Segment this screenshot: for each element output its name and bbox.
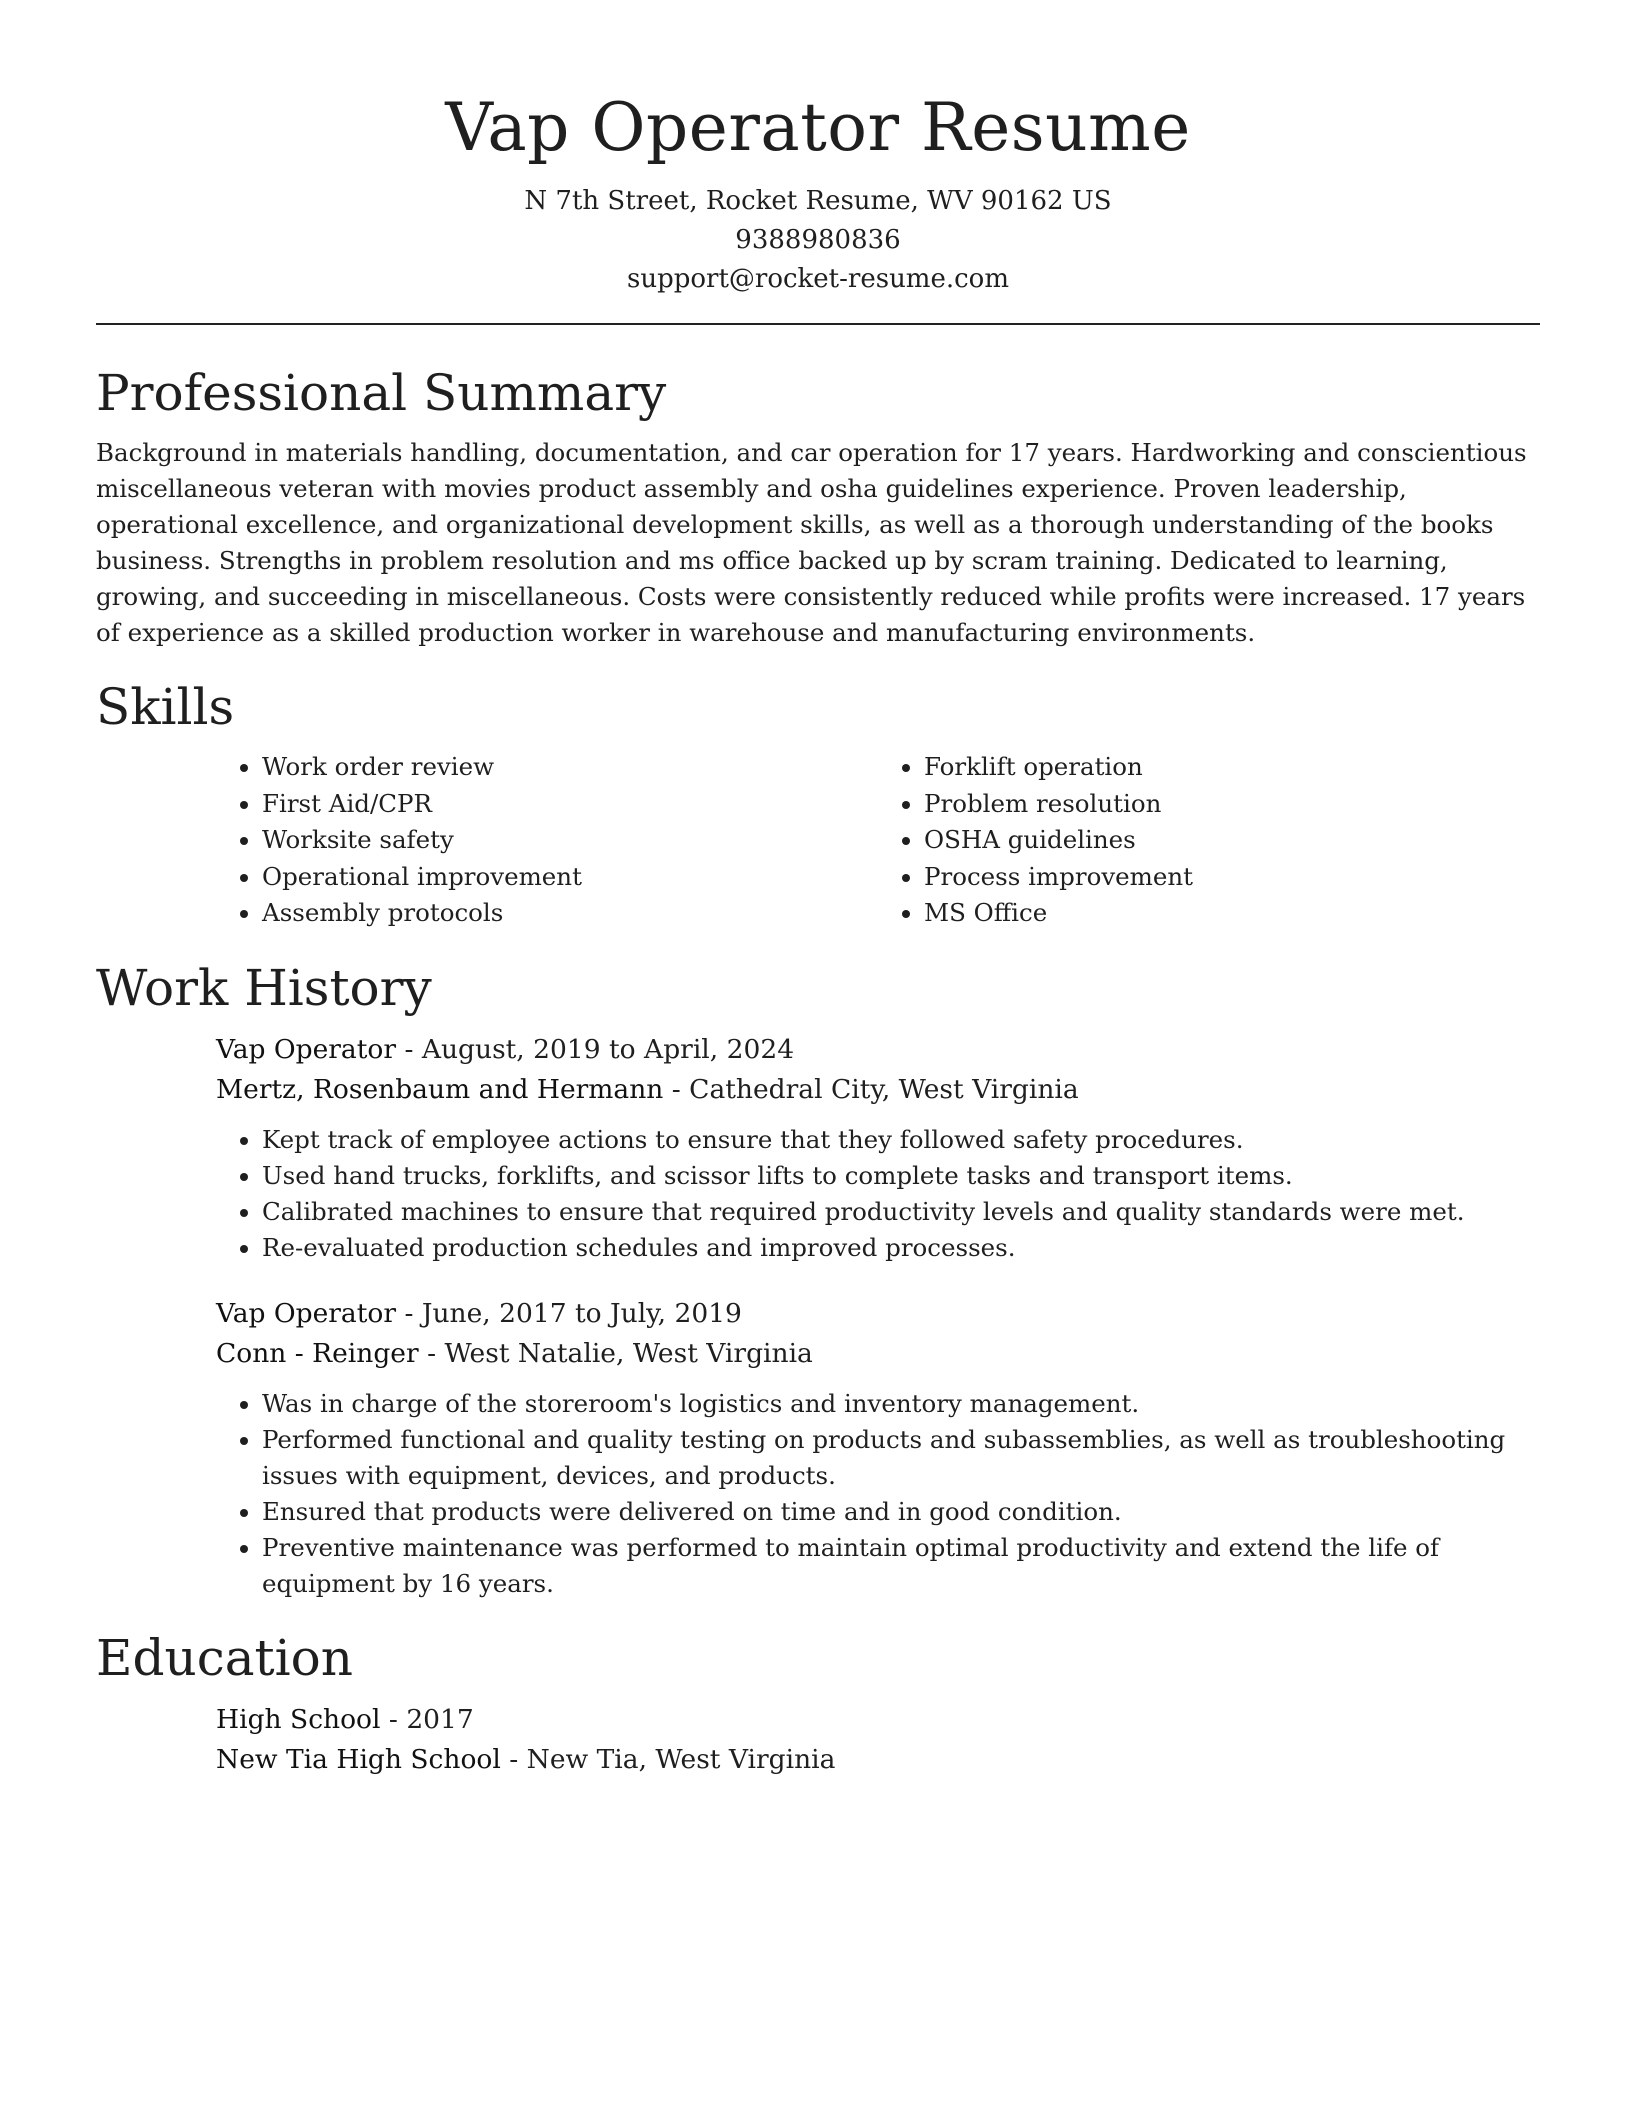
skill-item: • Worksite safety [262,822,878,859]
contact-email: support@rocket-resume.com [626,264,1009,294]
job-bullets [216,1386,1540,1602]
education-school-line: New Tia High School - New Tia, West Virginia [216,1743,836,1775]
education-degree: High School [216,1703,381,1735]
job-dates: August, 2019 to April, 2024 [421,1033,795,1065]
job-bullet: • Kept track of employee actions to ensure that they followed safety procedures. [262,1122,1540,1158]
job-bullet: • Performed functional and quality testing on products and subassemblies, as well as troubleshooting issues with equipment, devices, and products. [262,1422,1540,1494]
education-heading: Education [96,1628,353,1687]
job-location: Cathedral City, West Virginia [689,1073,1079,1105]
job-title-line: Vap Operator - June, 2017 to July, 2019 [216,1297,742,1329]
job-entry [216,1294,1540,1602]
job-bullets [216,1122,1540,1266]
education-section [96,1626,1540,1780]
job-title-line: Vap Operator - August, 2019 to April, 2024 [216,1033,795,1065]
contact-phone: 9388980836 [735,225,901,255]
skills-left-list [216,749,878,932]
skill-item: • Operational improvement [262,859,878,896]
skills-columns [216,749,1540,932]
resume-title: Vap Operator Resume [445,89,1191,166]
skill-item: • MS Office [924,895,1540,932]
summary-section [96,361,1540,651]
resume-header [96,0,1540,299]
header-divider [96,323,1540,325]
skill-item: • Problem resolution [924,786,1540,823]
summary-heading: Professional Summary [96,364,667,422]
job-company: Mertz, Rosenbaum and Hermann [216,1073,664,1105]
job-bullet: • Calibrated machines to ensure that required productivity levels and quality standards were met. [262,1194,1540,1230]
summary-text: Background in materials handling, documentation, and car operation for 17 years. Hardworking and conscientious miscellaneous veteran with movies product assembly and osha guidelines experience. Proven leadership, operational excellence, and organizational development skills, as well as a thorough understanding of the books business. Strengths in problem resolution and ms office backed up by scram training. Dedicated to learning, growing, and succeeding in miscellaneous. Costs were consistently reduced while profits were increased. 17 years of experience as a skilled production worker in warehouse and manufacturing environments. [96,438,1527,647]
education-degree-line: High School - 2017 [216,1703,474,1735]
job-bullet: • Ensured that products were delivered on time and in good condition. [262,1494,1540,1530]
education-year: 2017 [406,1703,474,1735]
skill-item: • Forklift operation [924,749,1540,786]
job-bullet: • Re-evaluated production schedules and improved processes. [262,1230,1540,1266]
job-dates: June, 2017 to July, 2019 [421,1297,742,1329]
contact-address: N 7th Street, Rocket Resume, WV 90162 US [524,186,1112,216]
resume-page [96,0,1540,1780]
job-title: Vap Operator [216,1297,397,1329]
job-bullet: • Was in charge of the storeroom's logistics and inventory management. [262,1386,1540,1422]
work-heading: Work History [96,958,432,1017]
skills-heading: Skills [96,678,235,736]
job-entry [216,1030,1540,1266]
skills-right-list [878,749,1540,932]
skill-item: • Work order review [262,749,878,786]
skill-item: • Assembly protocols [262,895,878,932]
education-entry [216,1700,1540,1780]
education-school: New Tia High School [216,1743,501,1775]
skill-item: • OSHA guidelines [924,822,1540,859]
contact-block [96,182,1540,299]
skills-section [96,675,1540,932]
job-title: Vap Operator [216,1033,397,1065]
job-company: Conn - Reinger [216,1337,419,1369]
job-bullet: • Used hand trucks, forklifts, and scissor lifts to complete tasks and transport items. [262,1158,1540,1194]
work-section [96,956,1540,1602]
job-company-line: Conn - Reinger - West Natalie, West Virginia [216,1337,813,1369]
job-bullet: • Preventive maintenance was performed to maintain optimal productivity and extend the life of equipment by 16 years. [262,1530,1540,1602]
skill-item: • First Aid/CPR [262,786,878,823]
skill-item: • Process improvement [924,859,1540,896]
education-location: New Tia, West Virginia [526,1743,836,1775]
job-company-line: Mertz, Rosenbaum and Hermann - Cathedral City, West Virginia [216,1073,1079,1105]
job-location: West Natalie, West Virginia [444,1337,813,1369]
